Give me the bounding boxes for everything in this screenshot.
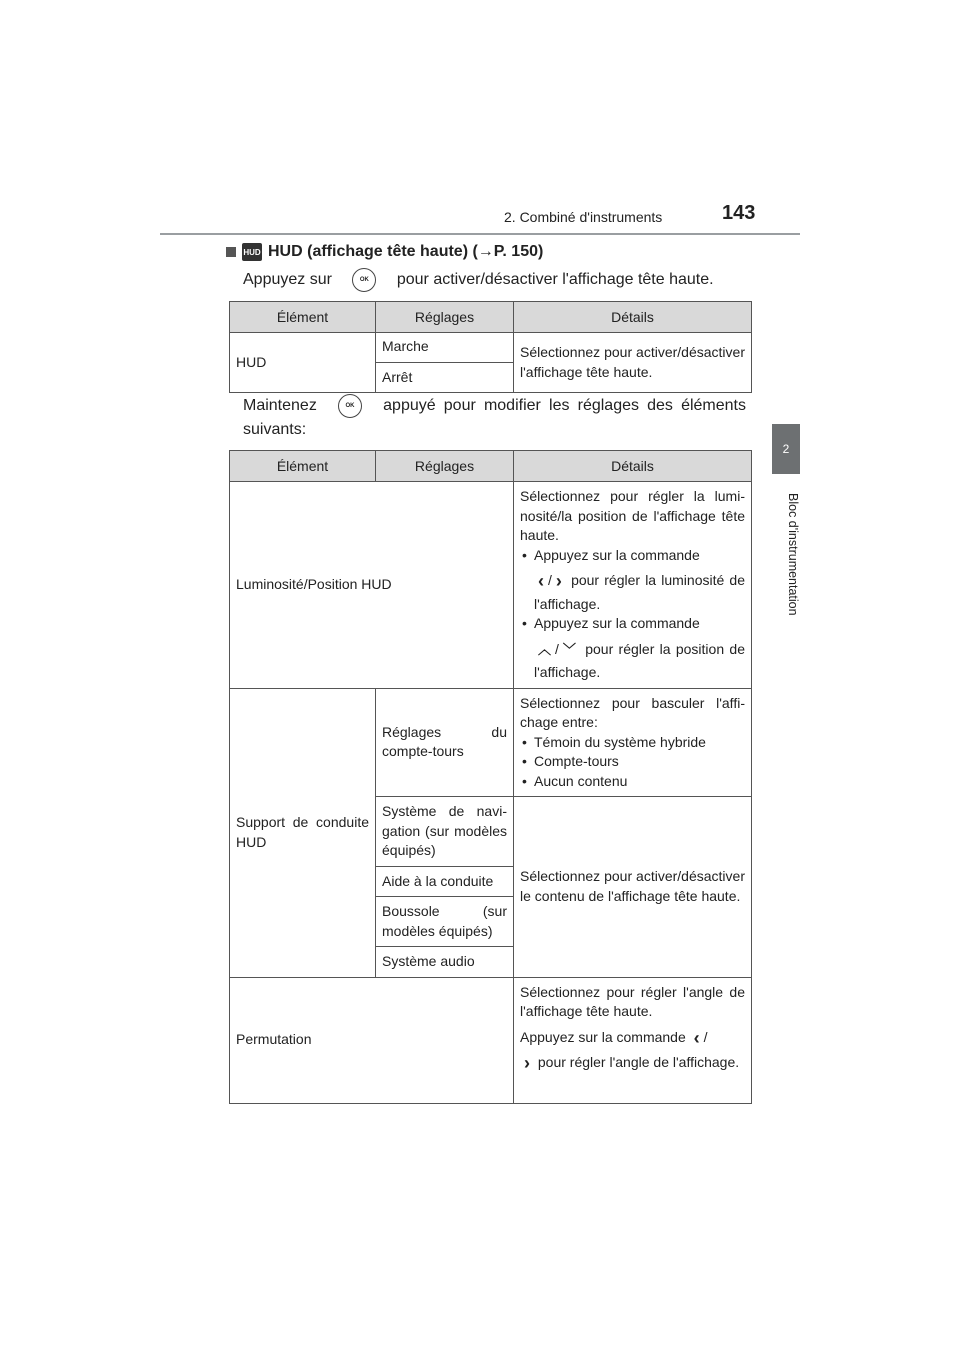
list-item [520, 614, 745, 683]
details-text: pour régler l'angle de l'affichage. [537, 1054, 740, 1070]
intro-hold-after: appuyé pour modifier les réglages des éléments suivants: [243, 397, 746, 439]
chevron-left-icon: ‹ [693, 1027, 700, 1048]
table-cell-setting: Système audio [382, 953, 475, 969]
col-header-details: Détails [514, 451, 752, 482]
chapter-tab: 2 [772, 424, 800, 474]
table-cell-setting: Boussole (sur modèles équipés) [382, 903, 507, 939]
table-cell-setting: Aide à la conduite [382, 872, 494, 889]
chapter-title: 2. Combiné d'instruments [504, 209, 663, 225]
hud-settings-table [229, 301, 752, 393]
page-ref-link[interactable]: P. 150) [493, 243, 544, 260]
col-header-settings: Réglages [376, 451, 514, 482]
details-text: Appuyez sur la commande [520, 1028, 686, 1045]
col-header-element: Élément [230, 451, 376, 482]
table-cell-details: Sélectionnez pour activer/désactiver le contenu de l'affichage tête haute. [520, 868, 745, 904]
ok-button-icon: OK [352, 268, 376, 292]
table-cell-element: HUD [236, 353, 267, 370]
section-title [226, 243, 543, 261]
details-intro: Sélectionnez pour régler l'angle de l'affichage tête haute. [520, 983, 745, 1019]
ok-button-icon: OK [338, 394, 362, 418]
table-cell-details [514, 978, 751, 1078]
intro-hold-before: Maintenez [243, 397, 317, 415]
intro-press [243, 268, 714, 292]
separator: / [555, 640, 559, 657]
intro-hold [243, 394, 746, 442]
bullet-text: pour régler la position de l'affichage. [534, 640, 745, 680]
list-item: • Témoin du système hybride [520, 733, 745, 753]
table-cell-element: Permutation [236, 1031, 312, 1048]
header-rule [160, 233, 800, 235]
chapter-side-label: Bloc d'instrumentation [786, 493, 800, 616]
chevron-right-icon: › [555, 571, 562, 592]
bullet-text: Appuyez sur la commande [534, 546, 700, 563]
table-cell-setting: Système de navigation (sur modèles équipés) [382, 803, 507, 858]
bullet-text: pour régler la luminosité de l'affichage. [534, 572, 746, 612]
intro-press-before: Appuyez sur [243, 271, 332, 289]
arrow-icon: → [477, 243, 494, 260]
col-header-details: Détails [514, 302, 752, 333]
chevron-left-icon: ‹ [538, 571, 544, 592]
intro-press-after: pour activer/désactiver l'affichage tête haute. [396, 271, 714, 289]
section-bullet-icon [226, 247, 236, 257]
bullet-text: Appuyez sur la commande [534, 615, 700, 631]
details-intro: Sélectionnez pour basculer l'affichage entre: [520, 694, 745, 730]
separator: / [703, 1028, 708, 1045]
section-title-text: HUD (affichage tête haute) ( [268, 243, 478, 260]
separator: / [548, 572, 552, 588]
table-cell-setting: Marche [382, 338, 429, 354]
table-cell-details [514, 482, 751, 688]
list-item: • Compte-tours [520, 752, 745, 772]
chevron-up-icon: ︿ [538, 641, 552, 657]
list-item [520, 546, 745, 615]
table-cell-details [514, 689, 751, 797]
hud-items-table [229, 450, 752, 1104]
table-cell-setting: Réglages du compte-tours [382, 723, 507, 760]
chevron-right-icon: › [524, 1053, 530, 1074]
col-header-settings: Réglages [376, 302, 514, 333]
table-cell-element: Luminosité/Position HUD [236, 576, 392, 592]
list-item: • Aucun contenu [520, 772, 745, 792]
chevron-down-icon: ﹀ [562, 641, 576, 657]
page-number: 143 [722, 202, 756, 224]
table-cell-element: Support de conduite HUD [236, 814, 369, 850]
table-cell-details: Sélectionnez pour activer/désactiver l'affichage tête haute. [520, 344, 745, 380]
table-cell-setting: Arrêt [382, 368, 413, 385]
col-header-element: Élément [230, 302, 376, 333]
hud-icon: HUD [242, 243, 262, 261]
details-intro: Sélectionnez pour régler la luminosité/la position de l'affichage tête haute. [520, 488, 745, 543]
